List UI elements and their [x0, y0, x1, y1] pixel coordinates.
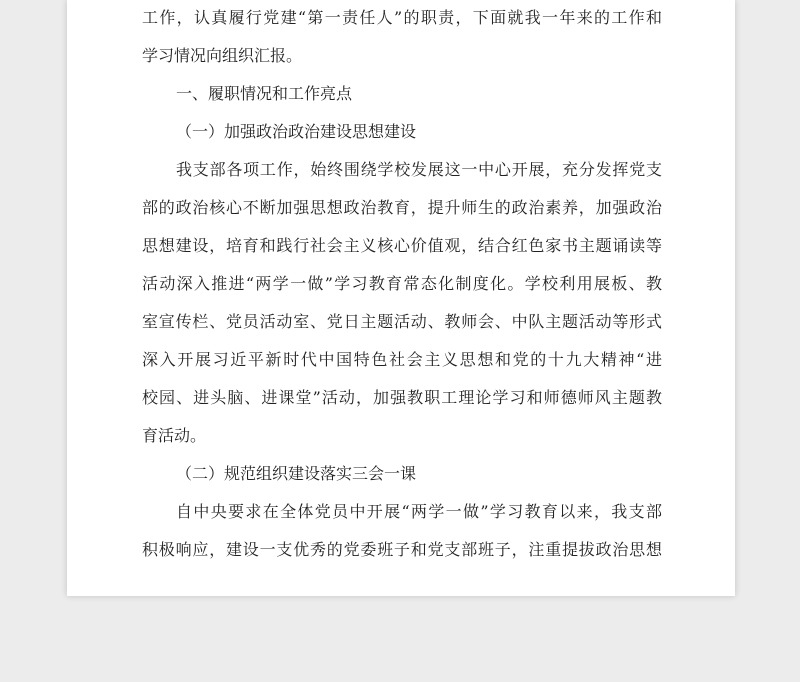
paragraph-line: 我支部各项工作，始终围绕学校发展这一中心开展，充分发挥党支 — [176, 160, 662, 179]
paragraph-line: 育活动。 — [142, 426, 207, 445]
paragraph-line: 室宣传栏、党员活动室、党日主题活动、教师会、中队主题活动等形式 — [142, 312, 662, 331]
paragraph-line: 部的政治核心不断加强思想政治教育，提升师生的政治素养，加强政治 — [142, 198, 662, 217]
paragraph-line: 活动深入推进“两学一做”学习教育常态化制度化。学校利用展板、教 — [142, 274, 662, 293]
paragraph-line: 校园、进头脑、进课堂”活动，加强教职工理论学习和师德师风主题教 — [142, 388, 662, 407]
subsection-heading: （二）规范组织建设落实三会一课 — [176, 464, 417, 483]
text-line: 学习情况向组织汇报。 — [142, 46, 303, 65]
document-page — [67, 0, 735, 596]
paragraph-line: 自中央要求在全体党员中开展“两学一做”学习教育以来，我支部 — [176, 502, 662, 521]
section-heading: 一、履职情况和工作亮点 — [176, 84, 353, 103]
paragraph-line: 积极响应，建设一支优秀的党委班子和党支部班子，注重提拔政治思想 — [142, 540, 662, 559]
paragraph-line: 深入开展习近平新时代中国特色社会主义思想和党的十九大精神“进 — [142, 350, 662, 369]
text-line: 工作，认真履行党建“第一责任人”的职责，下面就我一年来的工作和 — [142, 8, 662, 27]
subsection-heading: （一）加强政治政治建设思想建设 — [176, 122, 417, 141]
paragraph-line: 思想建设，培育和践行社会主义核心价值观，结合红色家书主题诵读等 — [142, 236, 662, 255]
